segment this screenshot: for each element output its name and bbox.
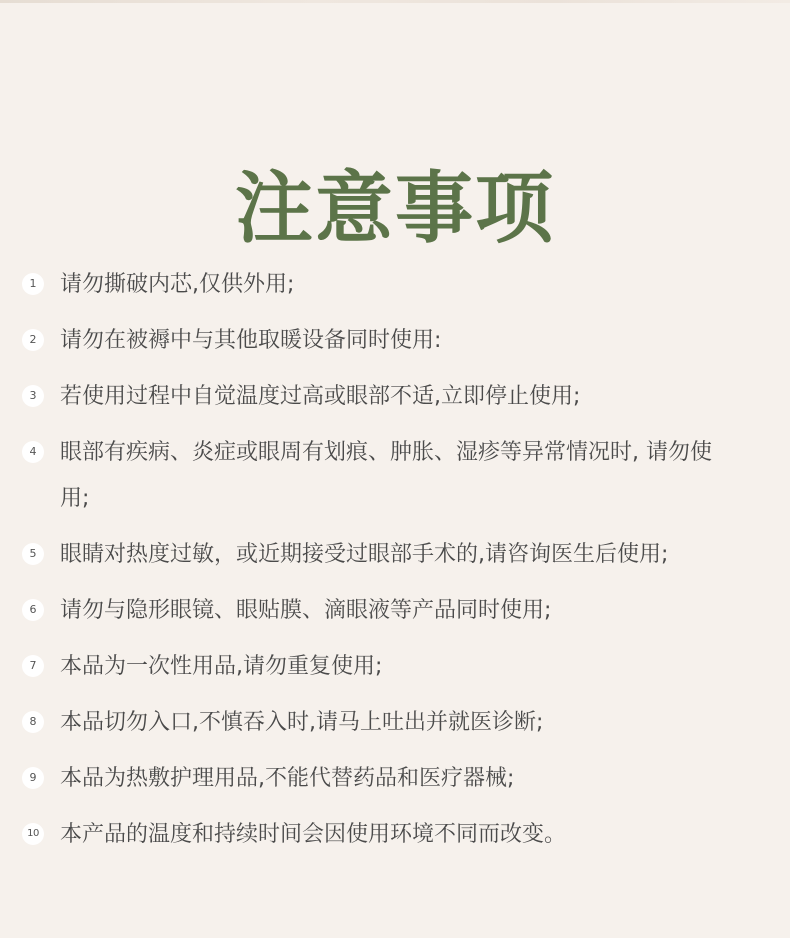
list-item [22, 262, 722, 308]
item-text: 请勿撕破内芯,仅供外用; [60, 272, 295, 297]
number-badge: 4 [22, 441, 44, 463]
number-badge: 6 [22, 599, 44, 621]
item-text: 眼睛对热度过敏，或近期接受过眼部手术的,请咨询医生后使用; [60, 542, 669, 567]
item-text: 请勿与隐形眼镜、眼贴膜、滴眼液等产品同时使用; [60, 598, 552, 623]
number-badge: 9 [22, 767, 44, 789]
number-badge: 5 [22, 543, 44, 565]
item-text: 请勿在被褥中与其他取暖设备同时使用: [60, 328, 442, 353]
list-item [22, 700, 722, 746]
item-text: 若使用过程中自觉温度过高或眼部不适,立即停止使用; [60, 384, 581, 409]
item-text: 本产品的温度和持续时间会因使用环境不同而改变。 [60, 822, 567, 847]
list-item [22, 644, 722, 690]
number-badge: 2 [22, 329, 44, 351]
list-item [22, 318, 722, 364]
notice-list [22, 262, 722, 868]
number-badge: 8 [22, 711, 44, 733]
number-badge: 10 [22, 823, 44, 845]
top-decorative-strip [0, 0, 790, 3]
item-text: 眼部有疾病、炎症或眼周有划痕、肿胀、湿疹等异常情况时, 请勿使用; [60, 440, 712, 511]
number-badge: 7 [22, 655, 44, 677]
number-badge: 3 [22, 385, 44, 407]
list-item [22, 430, 722, 522]
list-item [22, 756, 722, 802]
list-item [22, 588, 722, 634]
page-title: 注意事项 [234, 163, 555, 255]
list-item [22, 532, 722, 578]
item-text: 本品为一次性用品,请勿重复使用; [60, 654, 383, 679]
list-item [22, 812, 722, 858]
number-badge: 1 [22, 273, 44, 295]
item-text: 本品为热敷护理用品,不能代替药品和医疗器械; [60, 766, 515, 791]
list-item [22, 374, 722, 420]
item-text: 本品切勿入口,不慎吞入时,请马上吐出并就医诊断; [60, 710, 544, 735]
